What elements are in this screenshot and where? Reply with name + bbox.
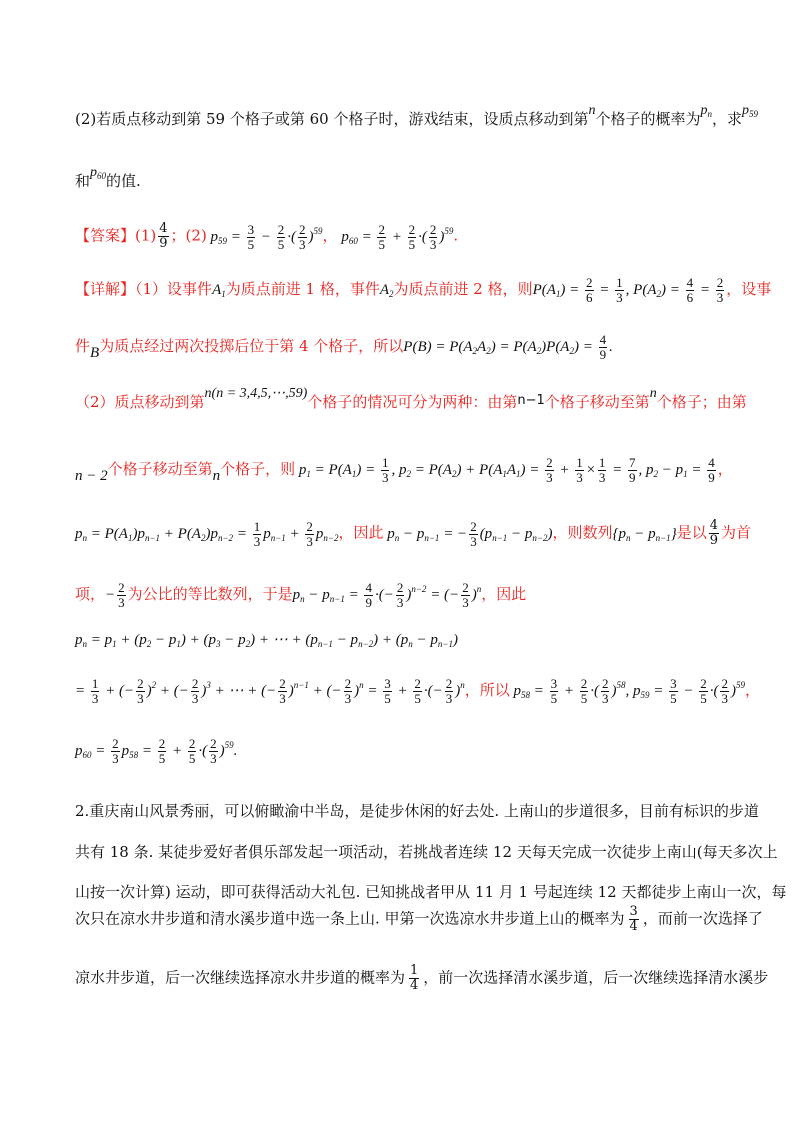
question-3-line-5 [75,964,768,993]
answer-formula-p60: $p_{60}$ = $\frac{2}{5}$ + $\frac{2}{5}$ ·( $\frac{2}{3}$ )$^{59}$ [337,221,454,252]
detail-line-6 [75,581,526,610]
math-p60: $p_{60}$ [90,165,107,181]
detail-text-o: 是以 [676,523,707,542]
q3-text-5b: ，前一次选择清水溪步道，后一次继续选择清水溪步 [423,968,769,987]
detail-line-3 [75,386,747,412]
detail-line-2 [75,333,613,362]
answer-formula-p59: $p_{59}$ = $\frac{3}{5}$ − $\frac{2}{5}$ ·( $\frac{2}{3}$ )$^{59}$ [206,221,323,252]
answer-part-1: (1) [135,226,157,245]
detail-text-a: （1）设事件 [135,279,213,298]
math-pn: $p_n$ [700,103,713,119]
math-p58-p59: $p_{58}$ = $\frac{3}{5}$ + $\frac{2}{5}$ ·( $\frac{2}{3}$ )$^{58}$, $p_{59}$ = $\frac{3}{5}$ − $\frac{2}{5}$ ·( $\frac{2}{3}$ )$^{59}$ [509,676,745,706]
math-n-range: n(n = 3,4,5,⋯,59) [204,386,308,401]
math-p59: $p_{59}$ [742,103,759,119]
math-B: B [90,344,100,361]
answer-part-2: ；(2) [170,226,207,245]
detail-text-e: 件 [75,336,91,355]
q2-text-c: ，求 [712,110,743,128]
question-3-line-3: 山按一次计算) 运动，即可获得活动大礼包. 已知挑战者甲从 11 月 1 号起连续 12 天都徒步上南山一次，每 [75,883,787,901]
math-n: n [649,386,657,401]
detail-text-d: ，设事 [726,279,772,298]
math-n-minus-1: n−1 [517,393,545,408]
q3-text-5a: 凉水井步道，后一次继续选择凉水井步道的概率为 [75,968,406,987]
question-3-line-2: 共有 18 条. 某徒步爱好者俱乐部发起一项活动，若挑战者连续 12 天每天完成一次徒步上南山(每天多次上 [75,843,778,861]
detail-text-k: 个格子移动至第 [107,459,213,478]
detail-line-9 [75,737,237,766]
q2-text-d: 和 [75,172,91,190]
fraction: $\frac{4}{9}$ [159,221,168,251]
math-ratio: − $\frac{2}{3}$ [105,580,125,610]
detail-text-p: 为首 [720,523,751,542]
question-2-line-1 [75,103,759,129]
math-n-minus-2: n − 2 [75,467,108,484]
answer-part-4: . [453,226,459,245]
detail-line-1 [75,276,771,305]
q2-text-a: (2)若质点移动到第 59 个格子或第 60 个格子时，游戏结束，设质点移动到第 [75,110,589,128]
detail-text-j: 个格子；由第 [656,393,747,411]
detail-line-5 [75,519,751,549]
math-sequence: $\{p_n - p_{n-1}\}$ [612,525,677,543]
math-recurrence: $p_n = P(A_1)p_{n-1} + P(A_2)p_{n-2}$ = $\frac{1}{3}$ $p_{n-1}$ + $\frac{2}{3}$ $p_{n-2}$ [75,518,339,549]
math-PB: $P(B) = P(A_2A_2) = P(A_2)P(A_2)$ = $\frac{4}{9}$ . [403,332,613,362]
question-3-line-1: 2.重庆南山风景秀丽，可以俯瞰渝中半岛，是徒步休闲的好去处. 上南山的步道很多，目前有标识的步道 [75,802,759,820]
detail-line-7 [75,630,458,649]
math-sum-value: = $\frac{1}{3}$ + (− $\frac{2}{3}$ )$^2$ + (− $\frac{2}{3}$ )$^3$ + ⋯ + (− $\frac{2}{3}$ )$^{n-1}$ + (− $\frac{2}{3}$ )$^n$ = $\frac{3}{5}$ + $\frac{2}{5}$ ·(− $\frac{2}{3}$ )$^n$ [75,676,465,706]
answer-part-3: ， [322,226,338,245]
detail-line-4: n − 2个格子移动至第n个格子，则 $p_1 = P(A_1)$ = $\frac{1}{3}$ , $p_2 = P(A_2) + P(A_1A_1)$ = $\frac{2}{3}$ + $\frac{1}{3}$ × $\frac{1}{3}$ = $\frac{7}{9}$ , $p_2 - p_1$ = $\frac{4}{9}$ ， [75,455,733,485]
math-probabilities: $P(A_1)$ = $\frac{2}{6}$ = $\frac{1}{3}$ , $P(A_2)$ = $\frac{4}{6}$ = $\frac{2}{3}$ [532,275,724,305]
q3-text-4b: ，而前一次选择了 [642,909,763,928]
math-p60: $p_{60}$ = $\frac{2}{3}$ $p_{58}$ = $\frac{2}{5}$ + $\frac{2}{5}$ ·( $\frac{2}{3}$ )$^{59}$. [75,736,238,766]
question-3-line-4 [75,905,763,934]
detail-text-t: ，所以 [464,680,510,699]
detail-label: 【详解】 [75,279,136,298]
detail-text-q: 项， [75,584,106,603]
q2-text-b: 个格子的概率为 [595,110,701,128]
detail-text-g: （2）质点移动到第 [75,393,205,411]
math-telescoping-sum: $p_n = p_1 + (p_2 - p_1) + (p_3 - p_2)$ + ⋯ + $(p_{n-1} - p_{n-2}) + (p_n - p_{n-1})$ [75,632,458,649]
detail-text-i: 个格子移动至第 [544,393,650,411]
math-p1-p2: $p_1 = P(A_1)$ = $\frac{1}{3}$ , $p_2 = P(A_2) + P(A_1A_1)$ = $\frac{2}{3}$ + $\frac{1}{3}$ × $\frac{1}{3}$ = $\frac{7}{9}$ , $p_2 - p_1$ = $\frac{4}{9}$ [295,455,715,485]
answer-line [75,222,458,252]
detail-text-m: ，因此 [338,523,384,542]
math-A2: $A_2$ [379,281,394,299]
detail-text-n: ，则数列 [552,523,613,542]
question-2-line-2 [75,165,141,191]
answer-label: 【答案】 [75,226,136,245]
fraction: $\frac{4}{9}$ [709,518,718,548]
detail-text-l: 个格子，则 [220,459,296,478]
q3-text-4a: 次只在凉水井步道和清水溪步道中选一条上山. 甲第一次选凉水井步道上山的概率为 [75,909,625,928]
detail-text-r: 为公比的等比数列，于是 [127,584,293,603]
math-A1: $A_1$ [212,281,226,299]
fraction: $\frac{1}{4}$ [410,963,419,993]
detail-text-c: 为质点前进 2 格，则 [393,279,533,298]
math-n: n [588,103,596,118]
detail-line-8: = $\frac{1}{3}$ + (− $\frac{2}{3}$ )$^2$ + (− $\frac{2}{3}$ )$^3$ + ⋯ + (− $\frac{2}{3}$ )$^{n-1}$ + (− $\frac{2}{3}$ )$^n$ = $\frac{3}{5}$ + $\frac{2}{5}$ ·(− $\frac{2}{3}$ )$^n$，所以 $p_{58}$ = $\frac{3}{5}$ + $\frac{2}{5}$ ·( $\frac{2}{3}$ )$^{58}$, $p_{59}$ = $\frac{3}{5}$ − $\frac{2}{5}$ ·( $\frac{2}{3}$ )$^{59}$， [75,676,760,706]
q2-text-e: 的值. [106,172,141,190]
math-n: n [212,467,221,484]
detail-text-b: 为质点前进 1 格，事件 [225,279,380,298]
math-difference: $p_n - p_{n-1}$ = − $\frac{2}{3}$ $(p_{n-1} - p_{n-2})$ [383,518,553,549]
fraction: $\frac{3}{4}$ [629,904,638,934]
math-geometric: $p_n - p_{n-1}$ = $\frac{4}{9}$ ·(− $\frac{2}{3}$ )$^{n-2}$ = (− $\frac{2}{3}$ )$^n$ [292,580,482,610]
detail-text-s: ，因此 [481,584,527,603]
detail-text-f: 为质点经过两次投掷后位于第 4 个格子，所以 [99,336,404,355]
detail-text-h: 个格子的情况可分为两种：由第 [307,393,518,411]
